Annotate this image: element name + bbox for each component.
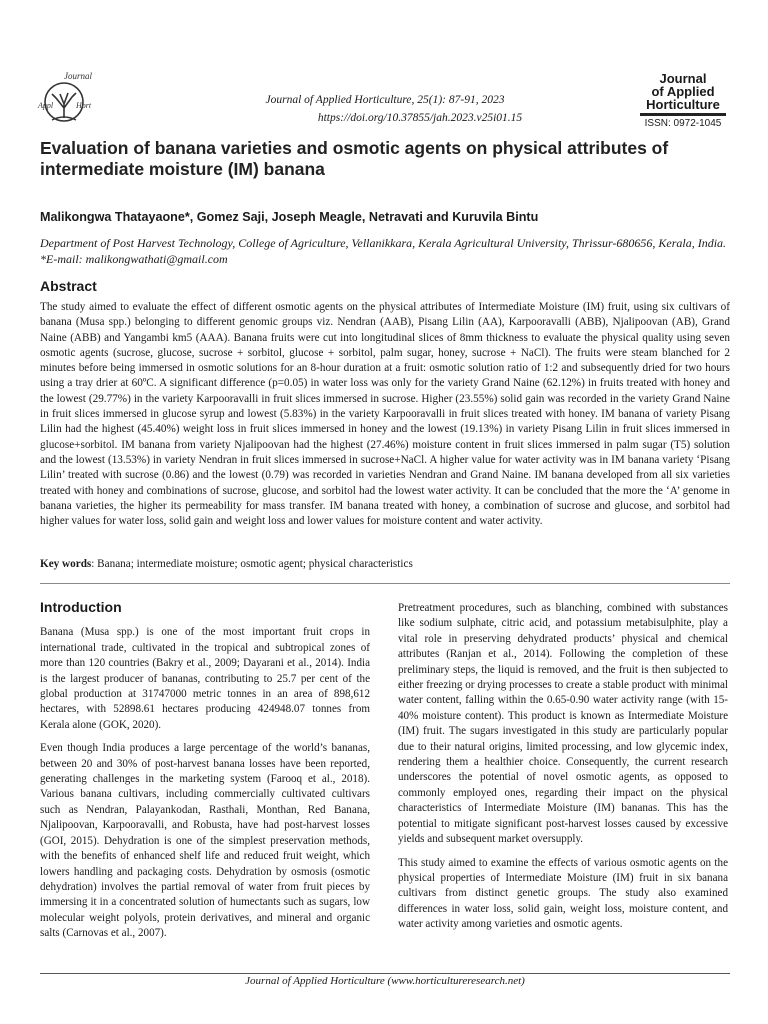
logo-text-left: Appl (38, 101, 54, 110)
journal-box-line2: of Applied (651, 84, 715, 99)
keywords (40, 558, 730, 570)
keywords-text: : Banana; intermediate moisture; osmotic agent; physical characteristics (91, 558, 413, 570)
journal-name-box (640, 72, 726, 130)
doi-link[interactable]: https://doi.org/10.37855/jah.2023.v25i01.15 (317, 112, 523, 124)
journal-citation-block (210, 94, 560, 124)
article-authors: Malikongwa Thatayaone*, Gomez Saji, Joseph Meagle, Netravati and Kuruvila Bintu (40, 210, 539, 224)
left-column (40, 600, 370, 950)
article-title: Evaluation of banana varieties and osmotic agents on physical attributes of intermediate moisture (IM) banana (40, 138, 669, 179)
abstract-heading: Abstract (40, 278, 97, 294)
logo-text-top: Journal (64, 71, 92, 81)
logo-text-right: Hort (76, 101, 92, 110)
introduction-heading: Introduction (40, 599, 122, 615)
journal-logo (34, 68, 98, 128)
author-affiliation: Department of Post Harvest Technology, College of Agriculture, Vellanikkara, Kerala Agricultural University, Thrissur-680656, Kerala, India. *E-mail: malikongwathati@gmail.com (40, 236, 727, 266)
section-divider (40, 583, 730, 584)
journal-citation: Journal of Applied Horticulture, 25(1): 87-91, 2023 (265, 94, 505, 106)
right-paragraph-1: Pretreatment procedures, such as blanching, combined with substances like sodium sulphate, citric acid, and potassium metabisulphite, play a vital role in preserving dehydrated products’ physical and chemical attributes (Ranjan et al., 2014). Following the completion of these preliminary steps, the liquid is removed, and the fruit is then subjected to either freezing or drying processes to create a stable product with minimal water content, falling within the 0.65-0.90 water activity range (with 15-40% moisture content). This product is known as Intermediate Moisture (IM) fruit. The sugars investigated in this study are particularly popular due to their natural origins, limited processing, and low glycemic index, rendering them a healthier choice. Consequently, the current research underscores the potential of novel osmotic agents, as opposed to commonly employed ones, regarding their impact on the physical characteristics of Intermediate Moisture (IM) bananas. This has the potential to mitigate significant post-harvest losses caused by excessive yields and subsequent market oversupply. (398, 602, 728, 846)
footer-divider (40, 973, 730, 974)
keywords-label: Key words (40, 558, 92, 570)
right-paragraph-2: This study aimed to examine the effects of various osmotic agents on the physical properties of Intermediate Moisture (IM) fruit in six banana cultivars from distinct genetic groups. The study also examined differences in water loss, solid gain, weight loss, moisture content, and water activity among varieties and osmotic agents. (398, 856, 728, 931)
left-paragraph-2: Even though India produces a large percentage of the world’s bananas, between 20 and 30% of post-harvest banana losses have been reported, generating challenges in the marketing system (Farooq et al., 2018). Various banana cultivars, including commercially cultivated cultivars such as Nendran, Palayankodan, Rasthali, Monthan, Red Banana, Njalipoovan, Karpooravalli, and Robusta, have had post-harvest losses (GOI, 2015). Dehydration is one of the simplest preservation methods, with the benefits of enhanced shelf life and reduced fruit weight, which lowers handling and packaging costs. Dehydration by osmosis (osmotic dehydration) involves the partial removal of water from fruit pieces by immersing it in a concentrated solution of humectants such as sugars, low molecular weight polyols, protein derivatives, and mineral and organic salts (Carnovas et al., 2007). (40, 742, 370, 940)
issn: ISSN: 0972-1045 (640, 113, 726, 130)
right-column (398, 601, 728, 941)
journal-box-line3: Horticulture (646, 97, 720, 112)
abstract-text: The study aimed to evaluate the effect of different osmotic agents on the physical attributes of Intermediate Moisture (IM) fruit, using six cultivars of banana (Musa spp.) belonging to different genomic groups viz. Nendran (AAB), Pisang Lilin (AA), Karpooravalli (ABB), Njalipoovan (AB), Grand Naine (ABB) and Yangambi km5 (AAA). Banana fruits were cut into longitudinal slices of 8mm thickness to evaluate the physical quality using seven osmotic agents (sucrose, glucose, sucrose + sorbitol, glucose + sorbitol, palm sugar, honey, sucrose + NaCl). The fruits were steam blanched for 2 minutes before being immersed in osmotic solutions for an 8-hour duration at a fruit: osmotic solution ratio of 1:2 and subsequently dried for two hours using a tray drier at 60ºC. A significant difference (p=0.05) in water loss was only for the variety Grand Naine (62.12%) in fruits treated with honey and the lowest (29.77%) in the variety Karpooravalli in fruit slices immersed in sucrose. Higher (23.55%) solid gain was recorded in the variety Grand Naine in fruit slices immersed in glucose syrup and lowest (5.83%) in the variety Karpooravalli in fruit slices treated with honey. IM banana of variety Pisang Lilin had the highest (45.40%) weight loss in fruit slices immersed in honey and the lowest (19.13%) in variety Pisang Lilin in fruit slices immersed in glucose+sorbitol. IM banana from variety Njalipoovan had the highest (27.46%) moisture content in fruit slices immersed in palm sugar (T5) solution and the lowest (13.53%) in variety Nendran in fruit slices immersed in sucrose+NaCl. A higher value for water activity was in IM banana variety ‘Pisang Lilin’ treated with sucrose (0.86) and the lowest (0.79) was recorded in varieties Nendran and Grand Naine. IM banana developed from all six varieties treated with honey and combinations of sucrose, glucose, and sorbitol had the lowest water activity. It can be concluded that the more the ‘A’ genome in banana varieties, the higher its permeability for mass transfer. IM banana treated with honey, a combination of sucrose and glucose, and sorbitol had higher values for water loss, solid gain and weight loss and lower values for moisture content and water activity. (40, 301, 730, 528)
page-footer: Journal of Applied Horticulture (www.horticultureresearch.net) (245, 975, 525, 987)
left-paragraph-1: Banana (Musa spp.) is one of the most important fruit crops in international trade, cultivated in the tropical and subtropical zones of more than 120 countries (Bakry et al., 2009; Dayarani et al., 2014). India is the largest producer of bananas, contributing to 25.7 per cent of the global production at 31747000 metric tonnes in an area of 898,612 hectares, with 52898.61 hectares producing 424948.07 tonnes from Kerala alone (GOK, 2020). (40, 626, 370, 731)
journal-box-line1: Journal (659, 71, 707, 86)
